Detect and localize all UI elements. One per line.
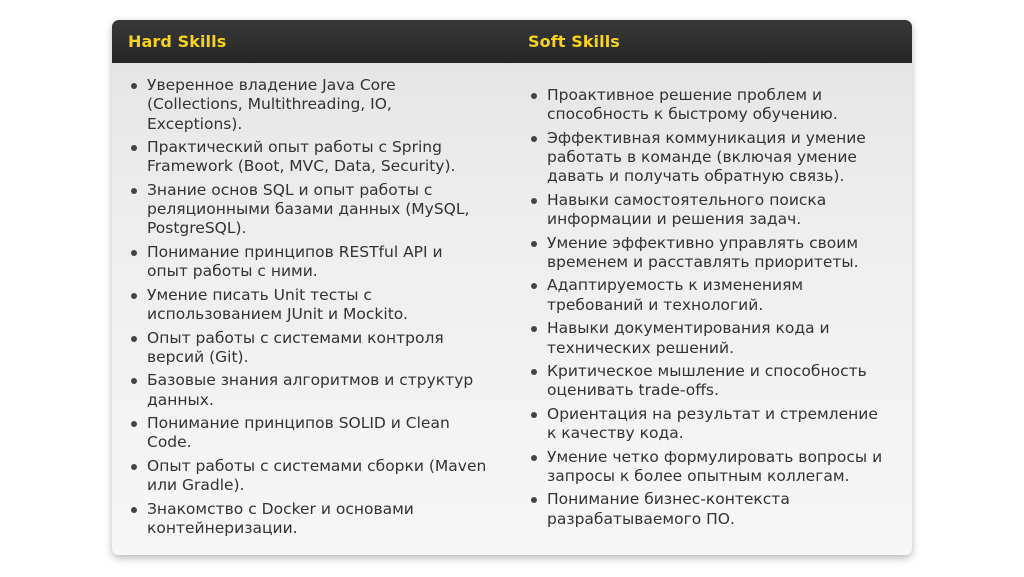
hard-skill-text: Базовые знания алгоритмов и структур данных. — [147, 371, 474, 409]
hard-skill-text: Знакомство с Docker и основами контейнеризации. — [147, 499, 414, 537]
soft-skill-text: Эффективная коммуникация и умение работать в команде (включая умение давать и получать обратную связь). — [547, 128, 866, 186]
bullet-icon — [131, 145, 137, 151]
soft-skills-list — [528, 86, 888, 529]
bullet-icon — [531, 412, 537, 418]
list-item — [128, 371, 488, 410]
bullet-icon — [531, 241, 537, 247]
table-header — [112, 20, 912, 63]
soft-skill-text: Навыки документирования кода и технических решений. — [547, 319, 830, 357]
list-item — [528, 448, 888, 487]
soft-skill-text: Понимание бизнес-контекста разрабатываемого ПО. — [547, 490, 790, 528]
header-soft-skills: Soft Skills — [528, 32, 620, 51]
bullet-icon — [131, 336, 137, 342]
list-item — [128, 414, 488, 453]
list-item — [128, 243, 488, 282]
list-item — [128, 457, 488, 496]
soft-skill-text: Навыки самостоятельного поиска информации и решения задач. — [547, 190, 827, 229]
hard-skill-text: Практический опыт работы с Spring Framework (Boot, MVC, Data, Security). — [147, 138, 456, 176]
list-item — [128, 500, 488, 539]
header-hard-skills: Hard Skills — [128, 32, 227, 51]
list-item — [128, 329, 488, 368]
list-item — [528, 129, 888, 187]
bullet-icon — [531, 326, 537, 332]
hard-skill-text: Опыт работы с системами контроля версий (Git). — [147, 328, 444, 366]
soft-skill-text: Проактивное решение проблем и способность к быстрому обучению. — [547, 86, 838, 124]
soft-skills-column — [528, 86, 888, 533]
bullet-icon — [131, 421, 137, 427]
skills-table — [112, 20, 912, 555]
bullet-icon — [131, 293, 137, 299]
bullet-icon — [531, 136, 537, 142]
bullet-icon — [131, 507, 137, 513]
soft-skill-text: Ориентация на результат и стремление к качеству кода. — [547, 404, 878, 443]
soft-skill-text: Умение четко формулировать вопросы и запросы к более опытным коллегам. — [547, 447, 883, 485]
bullet-icon — [531, 93, 537, 99]
hard-skill-text: Уверенное владение Java Core (Collections, Multithreading, IO, Exceptions). — [147, 76, 396, 133]
bullet-icon — [131, 464, 137, 470]
soft-skill-text: Адаптируемость к изменениям требований и технологий. — [547, 276, 804, 314]
bullet-icon — [131, 250, 137, 256]
list-item — [128, 138, 488, 177]
bullet-icon — [131, 188, 137, 194]
soft-skill-text: Критическое мышление и способность оценивать trade-offs. — [547, 361, 867, 400]
list-item — [128, 76, 488, 134]
soft-skill-text: Умение эффективно управлять своим временем и расставлять приоритеты. — [547, 233, 859, 271]
list-item — [528, 86, 888, 125]
hard-skill-text: Опыт работы с системами сборки (Maven или Gradle). — [147, 456, 487, 495]
list-item — [528, 319, 888, 358]
bullet-icon — [531, 497, 537, 503]
bullet-icon — [131, 83, 137, 89]
hard-skill-text: Понимание принципов SOLID и Clean Code. — [147, 414, 450, 452]
list-item — [528, 191, 888, 230]
hard-skill-text: Понимание принципов RESTful API и опыт работы с ними. — [147, 242, 443, 281]
bullet-icon — [531, 369, 537, 375]
bullet-icon — [531, 198, 537, 204]
bullet-icon — [131, 378, 137, 384]
bullet-icon — [531, 283, 537, 289]
list-item — [128, 181, 488, 239]
hard-skill-text: Умение писать Unit тесты с использованием JUnit и Mockito. — [147, 285, 408, 324]
hard-skills-list — [128, 76, 488, 538]
list-item — [528, 234, 888, 273]
list-item — [528, 276, 888, 315]
hard-skills-column — [128, 76, 488, 542]
list-item — [528, 405, 888, 444]
hard-skill-text: Знание основ SQL и опыт работы с реляционными базами данных (MySQL, PostgreSQL). — [147, 180, 470, 238]
list-item — [528, 490, 888, 529]
list-item — [528, 362, 888, 401]
list-item — [128, 286, 488, 325]
bullet-icon — [531, 455, 537, 461]
